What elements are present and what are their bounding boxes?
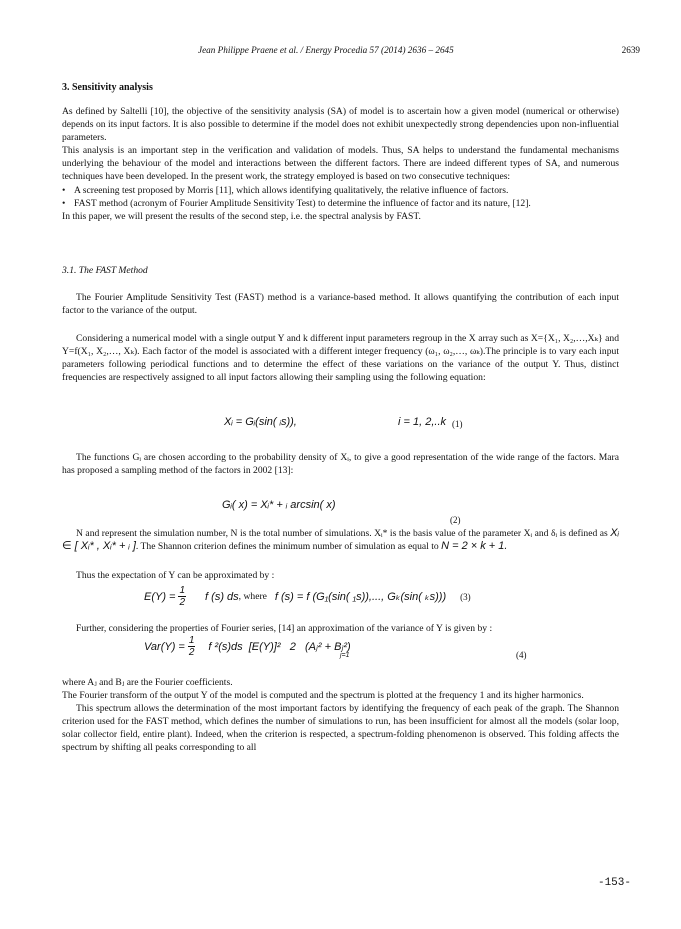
paragraph: Further, considering the properties of Fourier series, [14] an approximation of the variance of Y is given by : xyxy=(76,623,493,634)
equation-3-integrand: f (s) ds xyxy=(205,590,239,603)
bullet-text: A screening test proposed by Morris [11], which allows identifying qualitatively, the relative influence of factors. xyxy=(74,184,509,196)
page-footer-number: -153- xyxy=(597,877,631,889)
fraction-numerator: 1 xyxy=(188,635,195,646)
text-run: N and represent the simulation number, N is the total number of simulations. Xᵢ* is the basis value of the parameter Xᵢ and δᵢ is defined as xyxy=(76,528,608,539)
fraction-numerator: 1 xyxy=(179,585,186,596)
bullet-item xyxy=(62,184,619,197)
subsection-title: 3.1. The FAST Method xyxy=(62,265,148,276)
paragraph: The functions Gᵢ are chosen according to the probability density of Xᵢ, to give a good representation of the wide range of the factors. Mara has proposed a sampling method of the factors in 2002 [13]: xyxy=(62,452,619,477)
equation-4-number: (4) xyxy=(516,650,527,660)
paragraph: This analysis is an important step in the verification and validation of models. Thus, SA helps to understand the fundamental mechanisms underlying the behaviour of the model and interactions between the different factors. There are indeed different types of SA, and numerous techniques have been developed. In the present work, the strategy employed is based on two consecutive techniques: xyxy=(62,145,619,183)
section-title: 3. Sensitivity analysis xyxy=(62,82,153,93)
shannon-expression: N = 2 × k + 1. xyxy=(441,540,508,553)
equation-3-rhs: f (s) = f (G₁(sin( ₁s)),..., Gₖ(sin( ₖs))) xyxy=(274,591,447,603)
running-title: Jean Philippe Praene et al. / Energy Procedia 57 (2014) 2636 – 2645 xyxy=(198,45,454,55)
equation-2-number: (2) xyxy=(450,515,461,525)
paragraph: The Fourier Amplitude Sensitivity Test (FAST) method is a variance-based method. It allows quantifying the contribution of each input factor to the variance of the output. xyxy=(62,292,619,317)
equation-2: Gᵢ( x) = Xᵢ* + ᵢ arcsin( x) xyxy=(222,499,336,511)
text-run: . The Shannon criterion defines the minimum number of simulation as equal to xyxy=(135,541,439,553)
equation-3 xyxy=(144,585,564,608)
equation-3-lhs: E(Y) = xyxy=(144,590,176,603)
paragraph: In this paper, we will present the results of the second step, i.e. the spectral analysis by FAST. xyxy=(62,210,421,222)
interval-expression: Xᵢ ∈ [ Xᵢ* , Xᵢ* + ᵢ ] xyxy=(62,527,619,553)
paragraph: This spectrum allows the determination of the most important factors by identifying the frequency of each peak of the graph. The Shannon criterion used for the FAST method, which defines the number of simulations to run, has been insufficient for almost all the models (solar loop, solar collector field, entire plant). Indeed, when the criterion is respected, a spectrum-folding phenomenon is observed. This folding affects the spectrum by shifting all peaks corresponding to all xyxy=(62,703,619,754)
bullet-text: FAST method (acronym of Fourier Amplitude Sensitivity Test) to determine the influence of factor and its nature, [12]. xyxy=(74,197,531,209)
where-word: , where xyxy=(238,591,267,602)
fraction-denominator: 2 xyxy=(179,597,186,608)
fraction-denominator: 2 xyxy=(188,647,195,658)
bullet-icon: • xyxy=(62,184,66,196)
paragraph: Considering a numerical model with a single output Y and k different input parameters regroup in the X array such as X={X₁, X₂,…,Xₖ} and Y=f(X₁, X₂,…, Xₖ). Each factor of the model is associated with a different integer frequency (ω₁, ω₂,…, ωₖ).The principle is to vary each input parameters following periodical functions and to determine the effect of these variations on the variance of the output Y. Thus, distinct frequencies are respectively assigned to all input factors allowing their sampling using the following equation: xyxy=(62,333,619,384)
paragraph: The Fourier transform of the output Y of the model is computed and the spectrum is plotted at the frequency 1 and its higher harmonics. xyxy=(62,690,584,702)
fraction xyxy=(178,585,186,608)
paragraph: Thus the expectation of Y can be approximated by : xyxy=(76,570,275,581)
section-body xyxy=(62,105,619,223)
equation-4-lhs: Var(Y) = xyxy=(144,640,185,653)
equation-3-number: (3) xyxy=(460,591,471,602)
sum-index: j=1 xyxy=(340,652,350,659)
fraction xyxy=(188,635,196,658)
bullet-icon: • xyxy=(62,197,66,209)
equation-4-rhs: f ²(s)ds [E(Y)]² 2 (Aⱼ² + Bⱼ²) xyxy=(208,641,351,653)
equation-1-lhs: Xᵢ = Gᵢ(sin( ᵢs)), xyxy=(224,416,297,428)
bullet-item xyxy=(62,197,619,210)
paragraph: where Aⱼ and Bⱼ are the Fourier coefficients. xyxy=(62,677,233,688)
paragraph xyxy=(62,527,619,553)
equation-1-number: (1) xyxy=(452,419,463,429)
equation-4 xyxy=(144,635,504,658)
equation-1-rhs: i = 1, 2,..k xyxy=(398,416,446,428)
text-block xyxy=(62,676,619,755)
paragraph: As defined by Saltelli [10], the objective of the sensitivity analysis (SA) of model is to ascertain how a given model (numerical or otherwise) depends on its input factors. It is also possible to determine if the model does not exhibit unexpectedly strong dependencies upon non-influential parameters. xyxy=(62,106,619,144)
page-number: 2639 xyxy=(621,45,640,55)
